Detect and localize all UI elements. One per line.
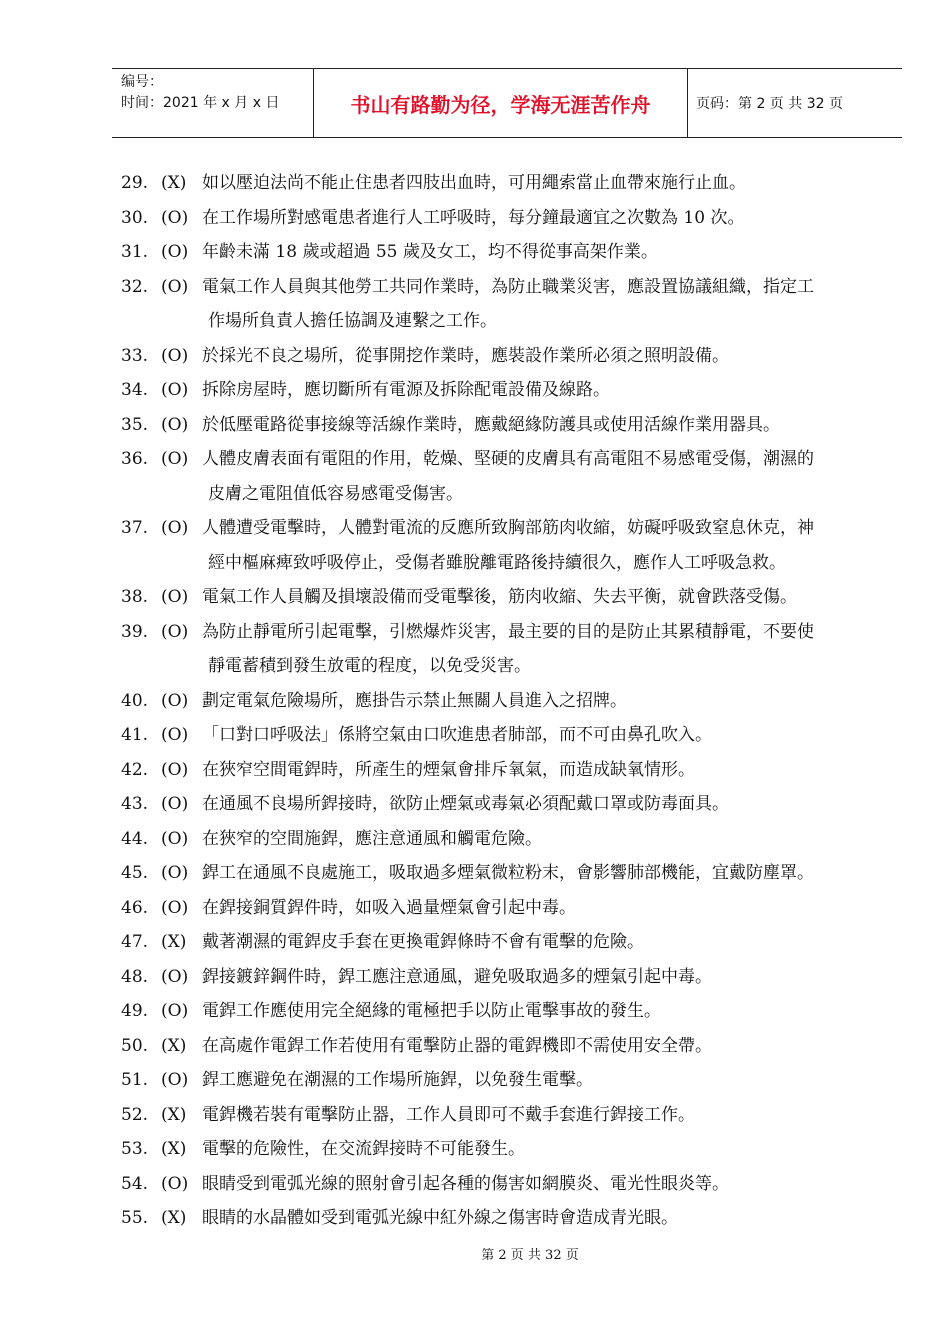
list-item — [121, 891, 896, 926]
item-number: 50. — [121, 1035, 149, 1056]
item-answer: (O) — [161, 966, 189, 987]
item-number: 53. — [121, 1139, 149, 1159]
item-answer: (X) — [161, 1208, 187, 1228]
item-answer: (X) — [161, 1139, 187, 1159]
item-text: 於採光不良之場所，從事開挖作業時，應裝設作業所必須之照明設備。 — [202, 345, 729, 366]
item-number: 33. — [121, 345, 149, 366]
list-item — [121, 925, 896, 960]
item-number: 40. — [121, 690, 149, 711]
item-answer: (O) — [161, 690, 189, 711]
list-item — [121, 856, 896, 891]
item-text: 在通風不良場所銲接時，欲防止煙氣或毒氣必須配戴口罩或防毒面具。 — [202, 794, 729, 814]
item-text: 如以壓迫法尚不能止住患者四肢出血時，可用繩索當止血帶來施行止血。 — [202, 173, 746, 193]
list-item — [121, 1029, 896, 1064]
header-motto: 书山有路勤为径，学海无涯苦作舟 — [314, 69, 688, 137]
item-number: 29. — [121, 173, 149, 193]
list-item — [121, 339, 896, 374]
list-item — [121, 615, 896, 650]
item-answer: (O) — [161, 1173, 189, 1194]
item-answer: (O) — [161, 897, 189, 918]
list-item — [121, 1063, 896, 1098]
item-answer: (O) — [161, 276, 189, 297]
item-text-continuation: 靜電蓄積到發生放電的程度，以免受災害。 — [208, 656, 531, 676]
item-text: 「口對口呼吸法」係將空氣由口吹進患者肺部，而不可由鼻孔吹入。 — [202, 725, 712, 745]
header-page-info: 页码：第 2 页 共 32 页 — [696, 96, 843, 112]
list-item — [121, 822, 896, 857]
list-item — [121, 1201, 896, 1236]
item-answer: (O) — [161, 1001, 189, 1021]
time-label: 时间：2021 年 x 月 x 日 — [121, 95, 280, 111]
item-number: 46. — [121, 897, 149, 918]
item-number: 30. — [121, 207, 149, 228]
item-number: 51. — [121, 1070, 149, 1090]
item-number: 52. — [121, 1104, 149, 1125]
item-text: 戴著潮濕的電銲皮手套在更換電銲條時不會有電擊的危險。 — [202, 932, 644, 952]
item-number: 54. — [121, 1173, 149, 1194]
item-text: 銲工在通風不良處施工，吸取過多煙氣微粒粉末，會影響肺部機能，宜戴防塵罩。 — [202, 863, 814, 883]
item-text: 在工作場所對感電患者進行人工呼吸時，每分鐘最適宜之次數為 10 次。 — [202, 207, 745, 228]
item-text: 年齡未滿 18 歲或超過 55 歲及女工，均不得從事高架作業。 — [202, 242, 658, 262]
item-number: 42. — [121, 759, 149, 780]
item-number: 32. — [121, 276, 149, 297]
item-text: 電氣工作人員觸及損壞設備而受電擊後，筋肉收縮、失去平衡，就會跌落受傷。 — [202, 587, 797, 607]
item-text: 電銲機若裝有電擊防止器，工作人員即可不戴手套進行銲接工作。 — [202, 1104, 695, 1125]
list-item — [121, 408, 896, 443]
item-answer: (O) — [161, 518, 189, 538]
list-item — [121, 511, 896, 546]
item-number: 37. — [121, 518, 149, 538]
item-text: 人體皮膚表面有電阻的作用，乾燥、堅硬的皮膚具有高電阻不易感電受傷，潮濕的 — [202, 449, 814, 469]
list-item — [121, 373, 896, 408]
list-item — [121, 1167, 896, 1202]
header-meta — [112, 69, 314, 137]
item-answer: (X) — [161, 1104, 187, 1125]
list-item — [121, 994, 896, 1029]
item-text-continuation: 作場所負責人擔任協調及連繫之工作。 — [208, 311, 497, 331]
item-text: 銲接鍍鋅鋼件時，銲工應注意通風，避免吸取過多的煙氣引起中毒。 — [202, 966, 712, 987]
item-number: 55. — [121, 1208, 149, 1228]
item-number: 48. — [121, 966, 149, 987]
item-number: 45. — [121, 863, 149, 883]
list-item — [121, 718, 896, 753]
item-text-continuation: 經中樞麻痺致呼吸停止，受傷者雖脫離電路後持續很久，應作人工呼吸急救。 — [208, 552, 786, 573]
item-answer: (O) — [161, 345, 189, 366]
item-answer: (O) — [161, 414, 189, 435]
page-header — [112, 68, 902, 138]
item-answer: (O) — [161, 828, 189, 849]
item-answer: (O) — [161, 863, 189, 883]
item-number: 49. — [121, 1001, 149, 1021]
list-item — [121, 166, 896, 201]
item-answer: (O) — [161, 759, 189, 780]
item-answer: (O) — [161, 725, 189, 745]
item-text: 電氣工作人員與其他勞工共同作業時，為防止職業災害，應設置協議組織，指定工 — [202, 276, 814, 297]
item-text: 在銲接銅質銲件時，如吸入過量煙氣會引起中毒。 — [202, 897, 576, 918]
item-text: 拆除房屋時，應切斷所有電源及拆除配電設備及線路。 — [202, 380, 610, 400]
item-number: 31. — [121, 242, 149, 262]
item-number: 38. — [121, 587, 149, 607]
item-answer: (O) — [161, 794, 189, 814]
list-item — [121, 684, 896, 719]
item-number: 47. — [121, 932, 149, 952]
list-item — [121, 1132, 896, 1167]
item-number: 44. — [121, 828, 149, 849]
item-answer: (X) — [161, 1035, 187, 1056]
list-item — [121, 201, 896, 236]
list-item — [121, 753, 896, 788]
item-text-continuation: 皮膚之電阻值低容易感電受傷害。 — [208, 483, 463, 504]
item-text: 銲工應避免在潮濕的工作場所施銲，以免發生電擊。 — [202, 1070, 593, 1090]
item-text: 劃定電氣危險場所，應掛告示禁止無關人員進入之招牌。 — [202, 690, 627, 711]
item-text: 電銲工作應使用完全絕緣的電極把手以防止電擊事故的發生。 — [202, 1001, 661, 1021]
list-item — [121, 787, 896, 822]
item-answer: (O) — [161, 587, 189, 607]
item-number: 43. — [121, 794, 149, 814]
list-item — [121, 442, 896, 477]
item-answer: (O) — [161, 449, 189, 469]
item-text: 在狹窄空間電銲時，所產生的煙氣會排斥氧氣，而造成缺氧情形。 — [202, 759, 695, 780]
item-answer: (X) — [161, 932, 187, 952]
item-number: 39. — [121, 621, 149, 642]
list-item — [121, 270, 896, 305]
item-text: 為防止靜電所引起電擊，引燃爆炸災害，最主要的目的是防止其累積靜電，不要使 — [202, 621, 814, 642]
item-text: 眼睛受到電弧光線的照射會引起各種的傷害如網膜炎、電光性眼炎等。 — [202, 1173, 729, 1194]
page-footer: 第 2 页 共 32 页 — [481, 1248, 579, 1263]
item-answer: (X) — [161, 173, 187, 193]
list-item — [121, 1098, 896, 1133]
item-answer: (O) — [161, 1070, 189, 1090]
list-item — [121, 235, 896, 270]
list-item — [121, 960, 896, 995]
item-text: 電擊的危險性，在交流銲接時不可能發生。 — [202, 1139, 525, 1159]
list-item — [121, 580, 896, 615]
item-number: 35. — [121, 414, 149, 435]
item-answer: (O) — [161, 242, 189, 262]
item-number: 41. — [121, 725, 149, 745]
item-text: 在高處作電銲工作若使用有電擊防止器的電銲機即不需使用安全帶。 — [202, 1035, 712, 1056]
item-number: 34. — [121, 380, 149, 400]
item-text: 在狹窄的空間施銲，應注意通風和觸電危險。 — [202, 828, 542, 849]
item-text: 人體遭受電擊時，人體對電流的反應所致胸部筋肉收縮，妨礙呼吸致窒息休克，神 — [202, 518, 814, 538]
item-text: 眼睛的水晶體如受到電弧光線中紅外線之傷害時會造成青光眼。 — [202, 1208, 678, 1228]
item-answer: (O) — [161, 380, 189, 400]
code-label: 编号： — [121, 74, 163, 90]
item-answer: (O) — [161, 621, 189, 642]
item-text: 於低壓電路從事接線等活線作業時，應戴絕緣防護具或使用活線作業用器具。 — [202, 414, 780, 435]
question-list — [121, 166, 896, 1236]
item-answer: (O) — [161, 207, 189, 228]
item-number: 36. — [121, 449, 149, 469]
